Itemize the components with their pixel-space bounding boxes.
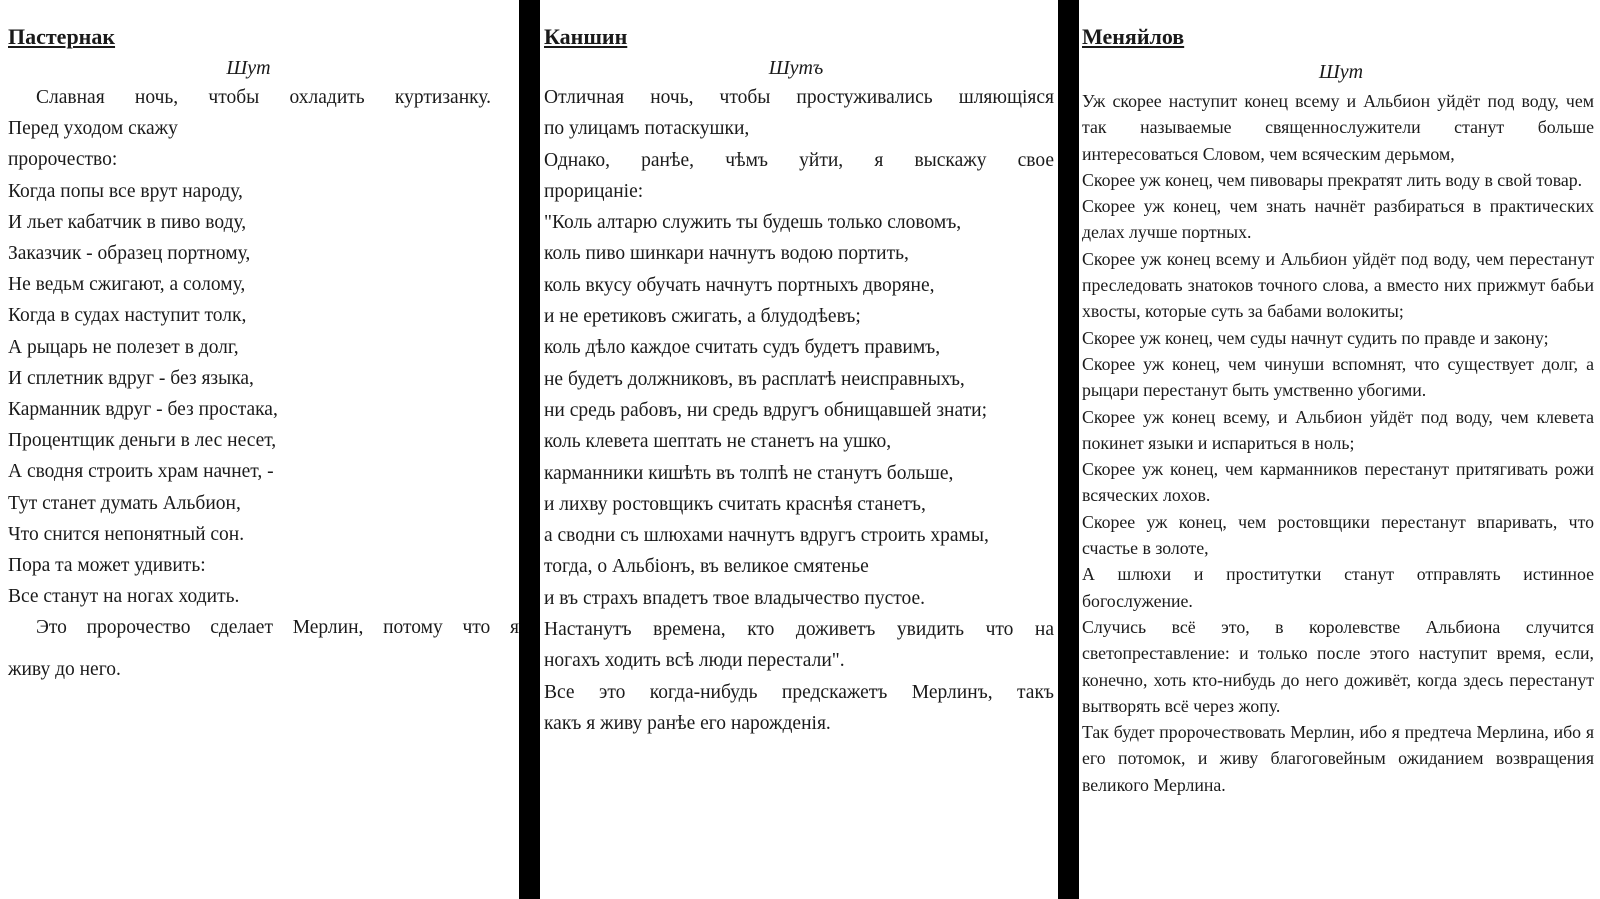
text-line: А сводня строить храм начнет, - [8,461,274,483]
text-paragraph: Скорее уж конец всему, и Альбион уйдёт под воду, чем клевета покинет языки и испариться в ноль; [1082,406,1594,453]
text-line: Не ведьм сжигают, а солому, [8,274,246,296]
text-line: и лихву ростовщикъ считать краснѣя станетъ, [544,493,926,515]
text-line: Однако, ранѣе, чѣмъ уйти, я выскажу свое [544,149,1054,171]
poem-title: Шут [226,57,271,79]
text-line: не будетъ должниковъ, въ расплатѣ неисправныхъ, [544,368,965,390]
poem-title: Шутъ [768,57,824,79]
text-line: Это пророчество сделает Мерлин, потому что я [36,617,519,639]
text-line: Славная ночь, чтобы охладить куртизанку. [36,87,491,108]
text-line: Перед уходом скажу [8,118,178,140]
column-kanshin [540,0,1058,899]
text-line: А рыцарь не полезет в долг, [8,336,239,358]
text-paragraph: Случись всё это, в королевстве Альбиона случится светопреставление: и только после этого наступит время, если, конечно, хоть кто-нибудь до него доживёт, когда здесь перестанут вытворять всё через жопу. [1082,616,1594,716]
text-line: коль пиво шинкари начнутъ водою портить, [544,243,909,265]
text-line: Заказчик - образец портному, [8,243,251,265]
text-paragraph: Так будет пророчествовать Мерлин, ибо я предтеча Мерлина, ибо я его потомок, и живу благоговейным ожиданием возвращения великого Мерлина. [1082,722,1594,795]
text-line: прорицаніе: [544,180,644,202]
text-line: коль вкусу обучать начнутъ портныхъ дворяне, [544,274,935,296]
text-line: Когда в судах наступит толк, [8,305,247,327]
column-pasternak [0,0,519,899]
text-line: Пора та может удивить: [8,555,206,577]
text-line: и въ страхъ впадетъ твое владычество пустое. [544,587,926,609]
text-line: Все это когда-нибудь предскажетъ Мерлинъ, такъ [544,681,1054,703]
text-line: пророчество: [8,149,118,171]
text-line: Когда попы все врут народу, [8,180,243,202]
text-line: Что снится непонятный сон. [8,523,245,545]
text-line: коль клевета шептать не станетъ на ушко, [544,431,892,453]
poem-title: Шут [1318,61,1364,83]
text-line: Настанутъ времена, кто доживетъ увидить что на [544,619,1054,641]
text-line: живу до него. [8,658,121,680]
text-line: а сводни съ шлюхами начнутъ вдругъ строить храмы, [544,525,989,547]
text-line: какъ я живу ранѣе его нарожденія. [544,712,831,734]
text-paragraph: Скорее уж конец, чем ростовщики перестанут впаривать, что счастье в золоте, [1082,511,1594,559]
text-line: И сплетник вдруг - без языка, [8,367,254,389]
text-paragraph: Скорее уж конец всему и Альбион уйдёт под воду, чем перестанут преследовать знатоков точного слова, а вместо них прижмут бабьи хвосты, которые суть за бабами волокиты; [1082,248,1594,322]
text-line: Тут станет думать Альбион, [8,492,241,514]
text-line: Отличная ночь, чтобы простуживались шляющіяся [544,87,1054,108]
text-paragraph: А шлюхи и проститутки станут отправлять истинное богослужение. [1082,564,1594,611]
text-line: по улицамъ потаскушки, [544,118,750,140]
author-heading: Пастернак [8,24,116,49]
text-paragraph: Уж скорее наступит конец всему и Альбион уйдёт под воду, чем так называемые священнослужители станут больше интересоваться Словом, чем всяческим дерьмом, [1082,91,1594,164]
text-paragraph: Скорее уж конец, чем чинуши вспомнят, что существует долг, а рыцари перестанут быть умственно убогими. [1082,353,1594,401]
text-line: И льет кабатчик в пиво воду, [8,211,247,233]
text-paragraph: Скорее уж конец, чем знать начнёт разбираться в практических делах лучше портных. [1082,196,1594,243]
text-line: коль дѣло каждое считать судъ будетъ правимъ, [544,337,941,359]
text-line: Процентщик деньги в лес несет, [8,430,277,452]
text-line: "Коль алтарю служить ты будешь только словомъ, [544,212,962,234]
poem-text [544,82,1054,739]
author-heading: Каншин [544,24,628,49]
prose-text [1082,88,1594,798]
author-heading: Меняйлов [1082,24,1185,49]
text-line: Карманник вдруг - без простака, [8,399,278,421]
text-line: ни средь рабовъ, ни средь вдругъ обнищавшей знати; [544,399,988,421]
text-paragraph: Скорее уж конец, чем пивовары прекратят лить воду в свой товар. [1082,169,1583,190]
text-line: ногахъ ходить всѣ люди перестали". [544,650,845,672]
column-menyailov [1079,0,1600,899]
text-paragraph: Скорее уж конец, чем суды начнут судить по правде и закону; [1082,327,1549,348]
poem-text [8,82,519,685]
text-line: и не еретиковъ сжигать, а блудодѣевъ; [544,306,861,328]
text-paragraph: Скорее уж конец, чем карманников перестанут притягивать рожи всяческих лохов. [1082,459,1594,506]
text-line: карманники кишѣть въ толпѣ не станутъ больше, [544,462,954,484]
text-line: Все станут на ногах ходить. [8,586,240,608]
text-line: тогда, о Альбіонъ, въ великое смятенье [544,556,869,578]
